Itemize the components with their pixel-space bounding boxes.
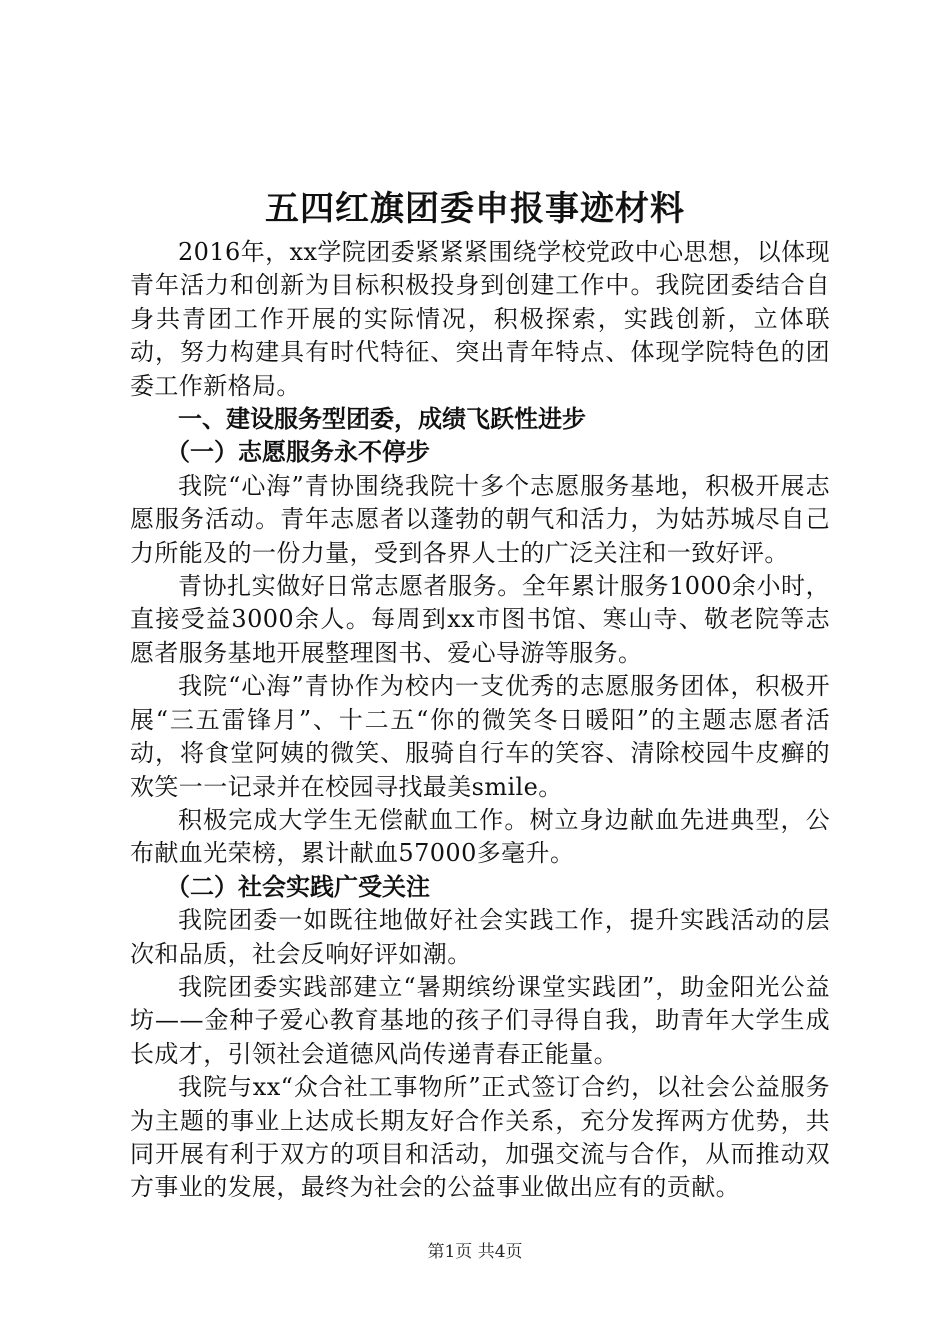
paragraph: 我院与xx“众合社工事物所”正式签订合约，以社会公益服务为主题的事业上达成长期友好合作关系，充分发挥两方优势，共同开展有利于双方的项目和活动，加强交流与合作，从而推动双方事业的发展，最终为社会的公益事业做出应有的贡献。 (130, 1073, 830, 1202)
document-body (130, 236, 830, 1205)
subsection-1-heading: （一）志愿服务永不停步 (166, 438, 430, 467)
paragraph: 我院团委实践部建立“暑期缤纷课堂实践团”，助金阳光公益坊——金种子爱心教育基地的孩子们寻得自我，助青年大学生成长成才，引领社会道德风尚传递青春正能量。 (130, 972, 830, 1068)
paragraph: 我院“心海”青协作为校内一支优秀的志愿服务团体，积极开展“三五雷锋月”、十二五“你的微笑冬日暖阳”的主题志愿者活动，将食堂阿姨的微笑、服骑自行车的笑容、清除校园牛皮癣的欢笑一一记录并在校园寻找最美smile。 (130, 672, 830, 801)
page-footer: 第1页 共4页 (427, 1242, 523, 1262)
paragraph: 我院“心海”青协围绕我院十多个志愿服务基地，积极开展志愿服务活动。青年志愿者以蓬勃的朝气和活力，为姑苏城尽自己力所能及的一份力量，受到各界人士的广泛关注和一致好评。 (130, 471, 830, 567)
intro-paragraph: 2016年，xx学院团委紧紧紧围绕学校党政中心思想，以体现青年活力和创新为目标积极投身到创建工作中。我院团委结合自身共青团工作开展的实际情况，积极探索，实践创新，立体联动，努力构建具有时代特征、突出青年特点、体现学院特色的团委工作新格局。 (130, 238, 830, 400)
paragraph: 青协扎实做好日常志愿者服务。全年累计服务1000余小时，直接受益3000余人。每周到xx市图书馆、寒山寺、敬老院等志愿者服务基地开展整理图书、爱心导游等服务。 (130, 572, 830, 667)
section-1-heading: 一、建设服务型团委，成绩飞跃性进步 (178, 405, 586, 434)
document-title: 五四红旗团委申报事迹材料 (265, 189, 685, 229)
paragraph: 我院团委一如既往地做好社会实践工作，提升实践活动的层次和品质，社会反响好评如潮。 (130, 906, 830, 968)
paragraph: 积极完成大学生无偿献血工作。树立身边献血先进典型，公布献血光荣榜，累计献血57000多毫升。 (130, 805, 830, 868)
subsection-2-heading: （二）社会实践广受关注 (166, 872, 430, 901)
